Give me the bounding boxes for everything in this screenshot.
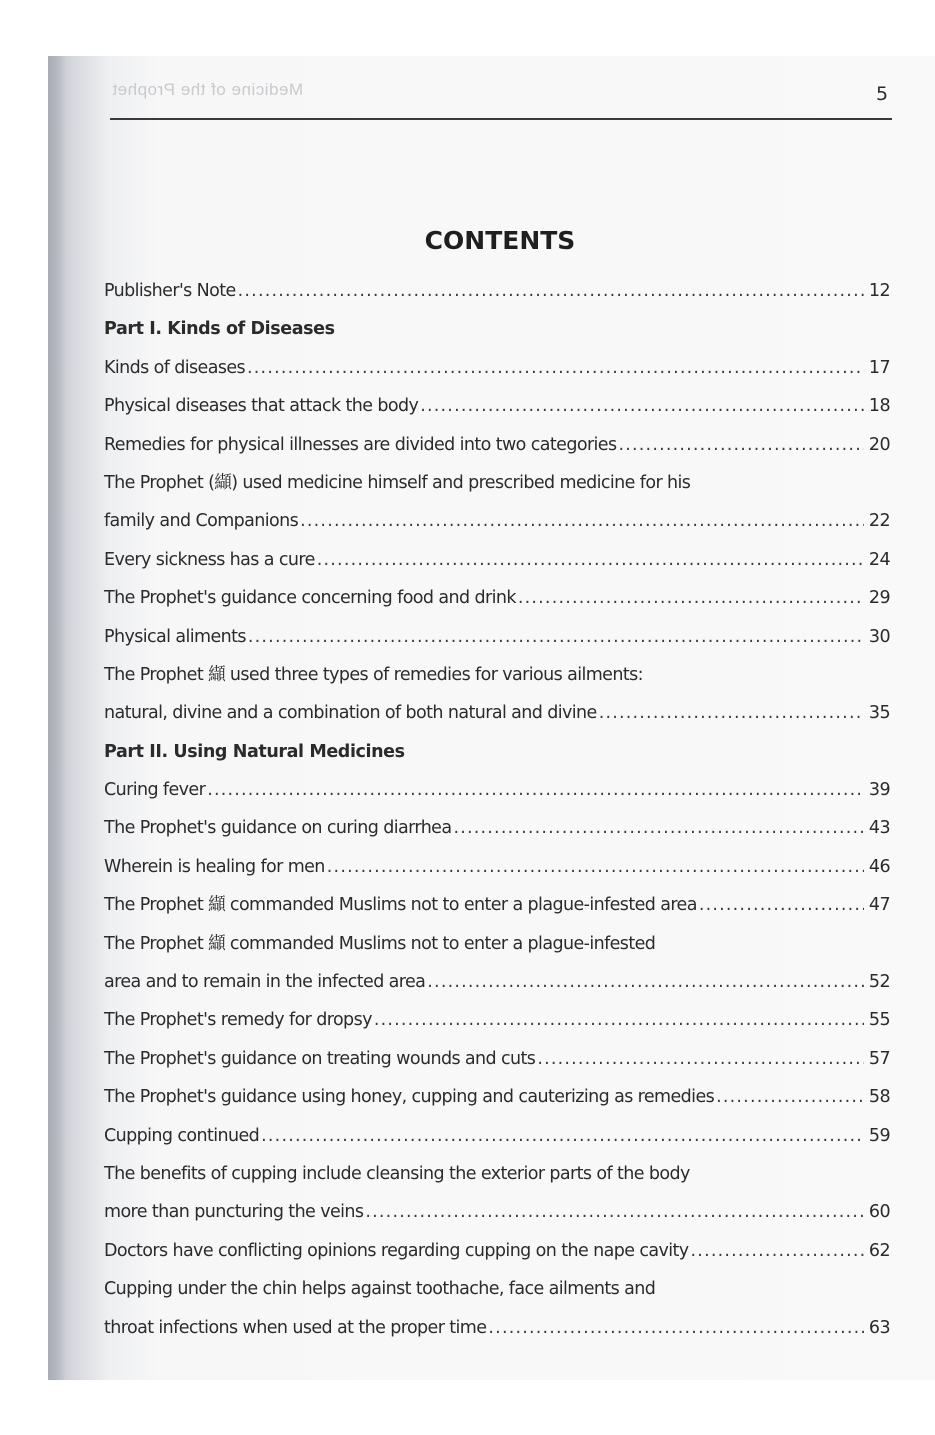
dot-leader	[453, 809, 864, 847]
table-of-contents	[104, 272, 890, 1347]
dot-leader	[427, 963, 864, 1001]
toc-page-number: 43	[868, 818, 890, 839]
toc-entry	[104, 1078, 890, 1116]
toc-entry-title: family and Companions	[104, 511, 299, 532]
toc-entry	[104, 387, 890, 425]
toc-entry	[104, 963, 890, 1001]
toc-entry	[104, 426, 890, 464]
toc-entry-title: The benefits of cupping include cleansing the exterior parts of the body	[104, 1163, 690, 1184]
dot-leader	[248, 618, 864, 656]
toc-page-number: 20	[868, 434, 890, 455]
toc-entry	[104, 541, 890, 579]
toc-entry	[104, 618, 890, 656]
toc-entry	[104, 272, 890, 310]
toc-entry	[104, 1001, 890, 1039]
toc-entry-title: Part II. Using Natural Medicines	[104, 741, 405, 762]
toc-entry	[104, 1117, 890, 1155]
toc-entry-title: Doctors have conflicting opinions regarding cupping on the nape cavity	[104, 1240, 689, 1261]
toc-entry	[104, 579, 890, 617]
toc-page-number: 62	[868, 1240, 890, 1261]
toc-entry-title: natural, divine and a combination of both natural and divine	[104, 703, 597, 724]
toc-part-heading	[104, 310, 890, 348]
dot-leader	[238, 272, 864, 310]
toc-page-number: 39	[868, 780, 890, 801]
toc-page-number: 46	[868, 856, 890, 877]
dot-leader	[207, 771, 864, 809]
toc-entry	[104, 848, 890, 886]
toc-entry	[104, 925, 890, 963]
dot-leader	[317, 541, 864, 579]
toc-entry-title: Physical aliments	[104, 626, 246, 647]
toc-entry	[104, 1155, 890, 1193]
toc-page-number: 30	[868, 626, 890, 647]
toc-entry	[104, 1193, 890, 1231]
toc-entry-title: Publisher's Note	[104, 281, 236, 301]
page-number: 5	[876, 83, 889, 105]
toc-entry-title: The Prophet 纈 used three types of remedies for various ailments:	[104, 664, 643, 685]
toc-entry-title: Part I. Kinds of Diseases	[104, 319, 335, 340]
dot-leader	[537, 1040, 864, 1078]
toc-page-number: 52	[868, 972, 890, 993]
toc-entry	[104, 1309, 890, 1347]
toc-page-number: 29	[868, 588, 890, 609]
dot-leader	[599, 694, 864, 732]
toc-entry	[104, 656, 890, 694]
dot-leader	[691, 1232, 864, 1270]
dot-leader	[300, 502, 864, 540]
dot-leader	[247, 349, 864, 387]
toc-page-number: 35	[868, 703, 890, 724]
toc-entry-title: Wherein is healing for men	[104, 856, 325, 877]
toc-entry-title: Every sickness has a cure	[104, 549, 315, 570]
toc-entry	[104, 809, 890, 847]
toc-page-number: 59	[868, 1125, 890, 1146]
header-rule	[110, 118, 892, 120]
toc-page-number: 58	[868, 1087, 890, 1108]
toc-page-number: 57	[868, 1048, 890, 1069]
toc-entry	[104, 502, 890, 540]
toc-part-heading	[104, 733, 890, 771]
toc-entry-title: The Prophet's guidance on curing diarrhea	[104, 818, 452, 839]
toc-entry-title: The Prophet's guidance concerning food and drink	[104, 588, 516, 609]
toc-entry-title: Cupping under the chin helps against toothache, face ailments and	[104, 1279, 656, 1300]
toc-page-number: 17	[868, 357, 890, 378]
contents-title: CONTENTS	[424, 226, 576, 255]
toc-entry-title: The Prophet's guidance using honey, cupping and cauterizing as remedies	[104, 1087, 715, 1108]
toc-entry-title: The Prophet 纈 commanded Muslims not to enter a plague-infested area	[104, 895, 697, 916]
toc-entry-title: Remedies for physical illnesses are divided into two categories	[104, 434, 617, 455]
toc-entry	[104, 464, 890, 502]
toc-entry-title: The Prophet 纈 commanded Muslims not to enter a plague-infested	[104, 933, 656, 954]
toc-page-number: 63	[868, 1317, 890, 1338]
toc-page-number: 12	[868, 281, 890, 301]
toc-entry	[104, 1040, 890, 1078]
toc-entry-title: more than puncturing the veins	[104, 1202, 364, 1223]
toc-entry	[104, 1270, 890, 1308]
toc-entry	[104, 886, 890, 924]
toc-entry	[104, 1232, 890, 1270]
toc-page-number: 55	[868, 1010, 890, 1031]
toc-page-number: 60	[868, 1202, 890, 1223]
dot-leader	[488, 1309, 864, 1347]
dot-leader	[699, 886, 864, 924]
dot-leader	[420, 387, 864, 425]
toc-entry	[104, 349, 890, 387]
toc-entry-title: Physical diseases that attack the body	[104, 396, 419, 417]
dot-leader	[619, 426, 865, 464]
running-head-show-through: Medicine of the Prophet	[112, 80, 304, 99]
toc-entry-title: The Prophet (纈) used medicine himself and prescribed medicine for his	[104, 472, 691, 493]
toc-entry-title: Curing fever	[104, 780, 206, 801]
dot-leader	[374, 1001, 864, 1039]
toc-entry-title: Kinds of diseases	[104, 357, 246, 378]
dot-leader	[365, 1193, 864, 1231]
toc-entry	[104, 694, 890, 732]
dot-leader	[716, 1078, 864, 1116]
dot-leader	[327, 848, 864, 886]
toc-entry-title: The Prophet's guidance on treating wounds and cuts	[104, 1048, 536, 1069]
dot-leader	[518, 579, 864, 617]
toc-entry-title: area and to remain in the infected area	[104, 972, 426, 993]
toc-page-number: 22	[868, 511, 890, 532]
dot-leader	[261, 1117, 864, 1155]
toc-page-number: 18	[868, 396, 890, 417]
toc-entry	[104, 771, 890, 809]
toc-entry-title: The Prophet's remedy for dropsy	[104, 1010, 372, 1031]
toc-entry-title: Cupping continued	[104, 1125, 260, 1146]
toc-page-number: 47	[868, 895, 890, 916]
toc-page-number: 24	[868, 549, 890, 570]
toc-entry-title: throat infections when used at the proper time	[104, 1317, 487, 1338]
